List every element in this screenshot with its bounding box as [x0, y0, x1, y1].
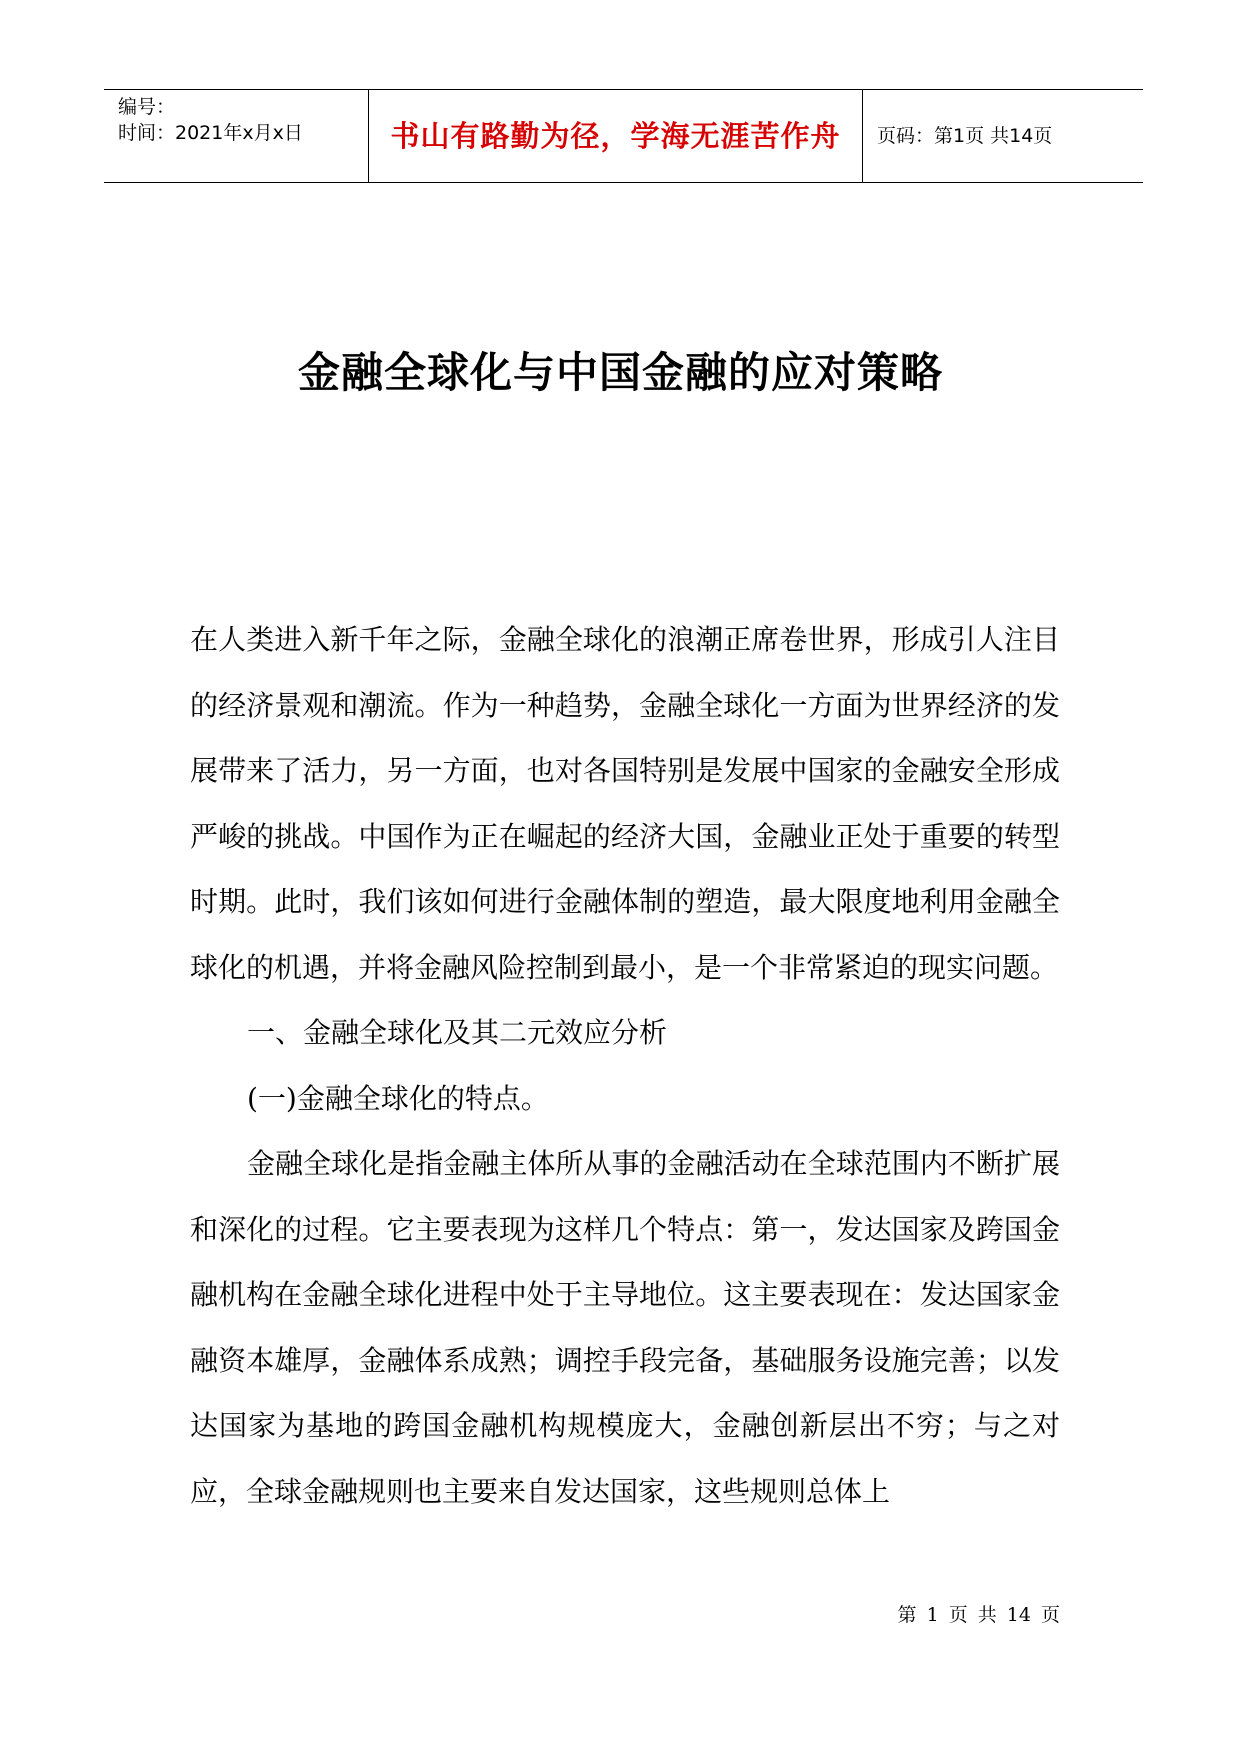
page-header [104, 89, 1143, 183]
header-motto: 书山有路勤为径，学海无涯苦作舟 [390, 119, 841, 153]
body-paragraph: 在人类进入新千年之际，金融全球化的浪潮正席卷世界，形成引人注目的经济景观和潮流。作为一种趋势，金融全球化一方面为世界经济的发展带来了活力，另一方面，也对各国特别是发展中国家的金融安全形成严峻的挑战。中国作为正在崛起的经济大国，金融业正处于重要的转型时期。此时，我们该如何进行金融体制的塑造，最大限度地利用金融全球化的机遇，并将金融风险控制到最小，是一个非常紧迫的现实问题。 [190, 623, 1060, 984]
page-footer: 第 1 页 共 14 页 [897, 1604, 1060, 1626]
section-heading: 一、金融全球化及其二元效应分析 [247, 1016, 668, 1049]
subsection-heading: (一)金融全球化的特点。 [247, 1081, 549, 1115]
document-number-label: 编号： [118, 96, 176, 118]
document-time-label: 时间：2021年x月x日 [118, 122, 303, 144]
body-paragraph: 金融全球化是指金融主体所从事的金融活动在全球范围内不断扩展和深化的过程。它主要表现为这样几个特点：第一，发达国家及跨国金融机构在金融全球化进程中处于主导地位。这主要表现在：发达国家金融资本雄厚，金融体系成熟；调控手段完备，基础服务设施完善；以发达国家为基地的跨国金融机构规模庞大，金融创新层出不穷；与之对应，全球金融规则也主要来自发达国家，这些规则总体上 [190, 1147, 1060, 1508]
document-title: 金融全球化与中国金融的应对策略 [297, 348, 943, 397]
header-page-cell [863, 90, 1143, 182]
header-motto-cell [369, 90, 863, 182]
document-body [190, 607, 1060, 1524]
header-info-cell [104, 90, 369, 182]
header-page-code: 页码：第1页 共14页 [877, 125, 1053, 147]
